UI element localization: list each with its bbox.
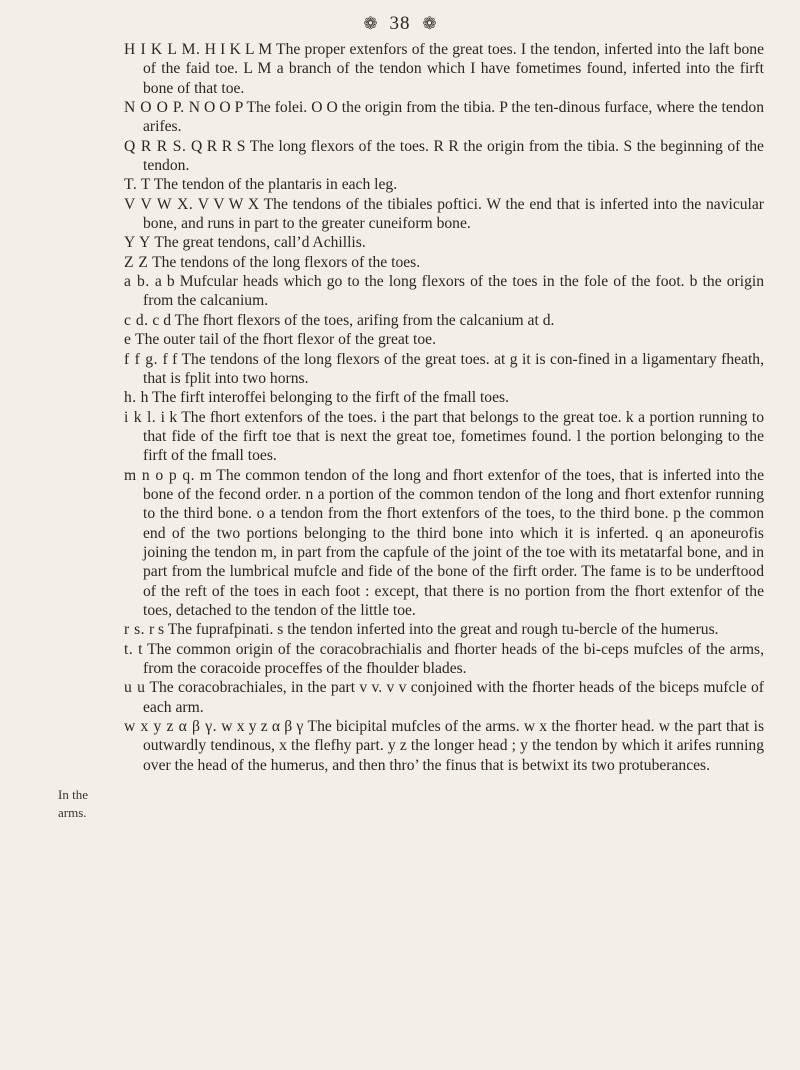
entry [124,466,764,621]
entries [124,40,764,775]
entry-label: m n o p q. [124,466,196,484]
entry [124,175,764,194]
entry [124,233,764,252]
entry [124,311,764,330]
entry [124,330,764,349]
entry-label: u u [124,679,146,697]
entry-label: H I K L M. [124,41,201,58]
entry [124,98,764,137]
entry-label: r s. [124,621,146,639]
floral-ornament-icon: ❁ [363,14,378,33]
entry [124,678,764,717]
entry-text: t The common origin of the coracobrachialis and fhorter heads of the bi-ceps mufcles of the arms, from the coracoide proceffes of the fhoulder blades. [138,640,764,677]
entry-text: V V W X The tendons of the tibiales poftici. W the end that is inferted into the navicular bone, and runs in part to the greater cuneiform bone. [143,195,765,233]
entry-label: w x y z α β γ. [124,718,217,736]
entry-text: The tendons of the long flexors of the toes. [152,253,421,271]
entry-text: m The common tendon of the long and fhort extenfor of the toes, that is inferted into the bone of the fecond order. n a portion of the common tendon of the long and fhort extenfor running to the third bone. o a tendon from the fhort extenfors of the toes, to the third bone. p the common end of the two portions belonging to the third bone into which it is inferted. q an aponeurofis joining the tendon m, in part from the capfule of the joint of the toe with its metatarfal bone, and in part from the lumbrical mufcle and fide of the bone of the firft order. The fame is to be underftood of the reft of the toes in each foot : except, that there is no portion from the fhort extenfor of the toes, detached to the tendon of the little toe. [143,466,764,619]
entry-label: f f g. [124,350,158,368]
margin-note: In the arms. [58,787,88,820]
entry-text: The great tendons, call’d Achillis. [154,234,366,252]
entry-label: i k l. [124,408,157,426]
entry [124,40,764,98]
entry-label: Q R R S. [124,137,187,155]
entry-text: The coracobrachiales, in the part v v. v v conjoined with the fhorter heads of the biceps mufcle of each arm. [143,679,764,716]
entry-text: w x y z α β γ The bicipital mufcles of the arms. w x the fhorter head. w the part that is outwardly tendinous, x the flefhy part. y z the longer head ; y the tendon by which it arifes running over the head of the humerus, and then thro’ the finus that is betwixt its two protuberances. [143,718,765,774]
floral-ornament-icon: ❁ [422,14,437,33]
entry [124,717,764,775]
page-number: 38 [389,13,411,34]
entry-text: c d The fhort flexors of the toes, arifing from the calcanium at d. [152,311,555,329]
entry-label: c d. [124,311,149,329]
entry-label: N O O P. [124,99,185,117]
entry-label: T. [124,176,138,194]
entry-label: Z Z [124,253,149,271]
entry-label: t. [124,640,134,658]
entry-text: a b Mufcular heads which go to the long flexors of the toes in the fole of the foot. b the origin from the calcanium. [143,273,764,310]
entry-text: H I K L M The proper extenfors of the great toes. I the tendon, inferted into the laft bone of the faid toe. L M a branch of the tendon which I have fometimes found, inferted into the firft bone of that toe. [143,41,765,97]
entry-text: h The firft interoffei belonging to the firft of the fmall toes. [140,389,509,407]
entry [124,272,764,311]
entry-text: T The tendon of the plantaris in each leg. [140,176,398,194]
entry [124,620,764,639]
entry-label: V V W X. [124,195,194,213]
entry [124,388,764,407]
entry-text: Q R R S The long flexors of the toes. R R the origin from the tibia. S the beginning of the tendon. [143,137,764,175]
entry-label: Y Y [124,234,151,252]
page-header [0,10,800,38]
entry [124,137,764,176]
entry-label: e [124,331,132,349]
entry-text: f f The tendons of the long flexors of the great toes. at g it is con-fined in a ligamentary fheath, that is fplit into two horns. [143,350,764,387]
entry [124,350,764,389]
entry-label: a b. [124,273,150,291]
entry [124,640,764,679]
entry-label: h. [124,389,137,407]
entry [124,195,764,234]
entry-text: N O O P The folei. O O the origin from the tibia. P the ten-dinous furface, where the tendon arifes. [143,99,764,136]
entry-text: r s The fuprafpinati. s the tendon inferted into the great and rough tu-bercle of the humerus. [148,621,719,639]
entry-text: i k The fhort extenfors of the toes. i the part that belongs to the great toe. k a portion running to that fide of the firft toe that is next the great toe, fometimes found. l the portion belonging to the firft of the fmall toes. [143,408,764,465]
entry [124,408,764,466]
entry [124,253,764,272]
entry-text: The outer tail of the fhort flexor of the great toe. [135,331,436,349]
